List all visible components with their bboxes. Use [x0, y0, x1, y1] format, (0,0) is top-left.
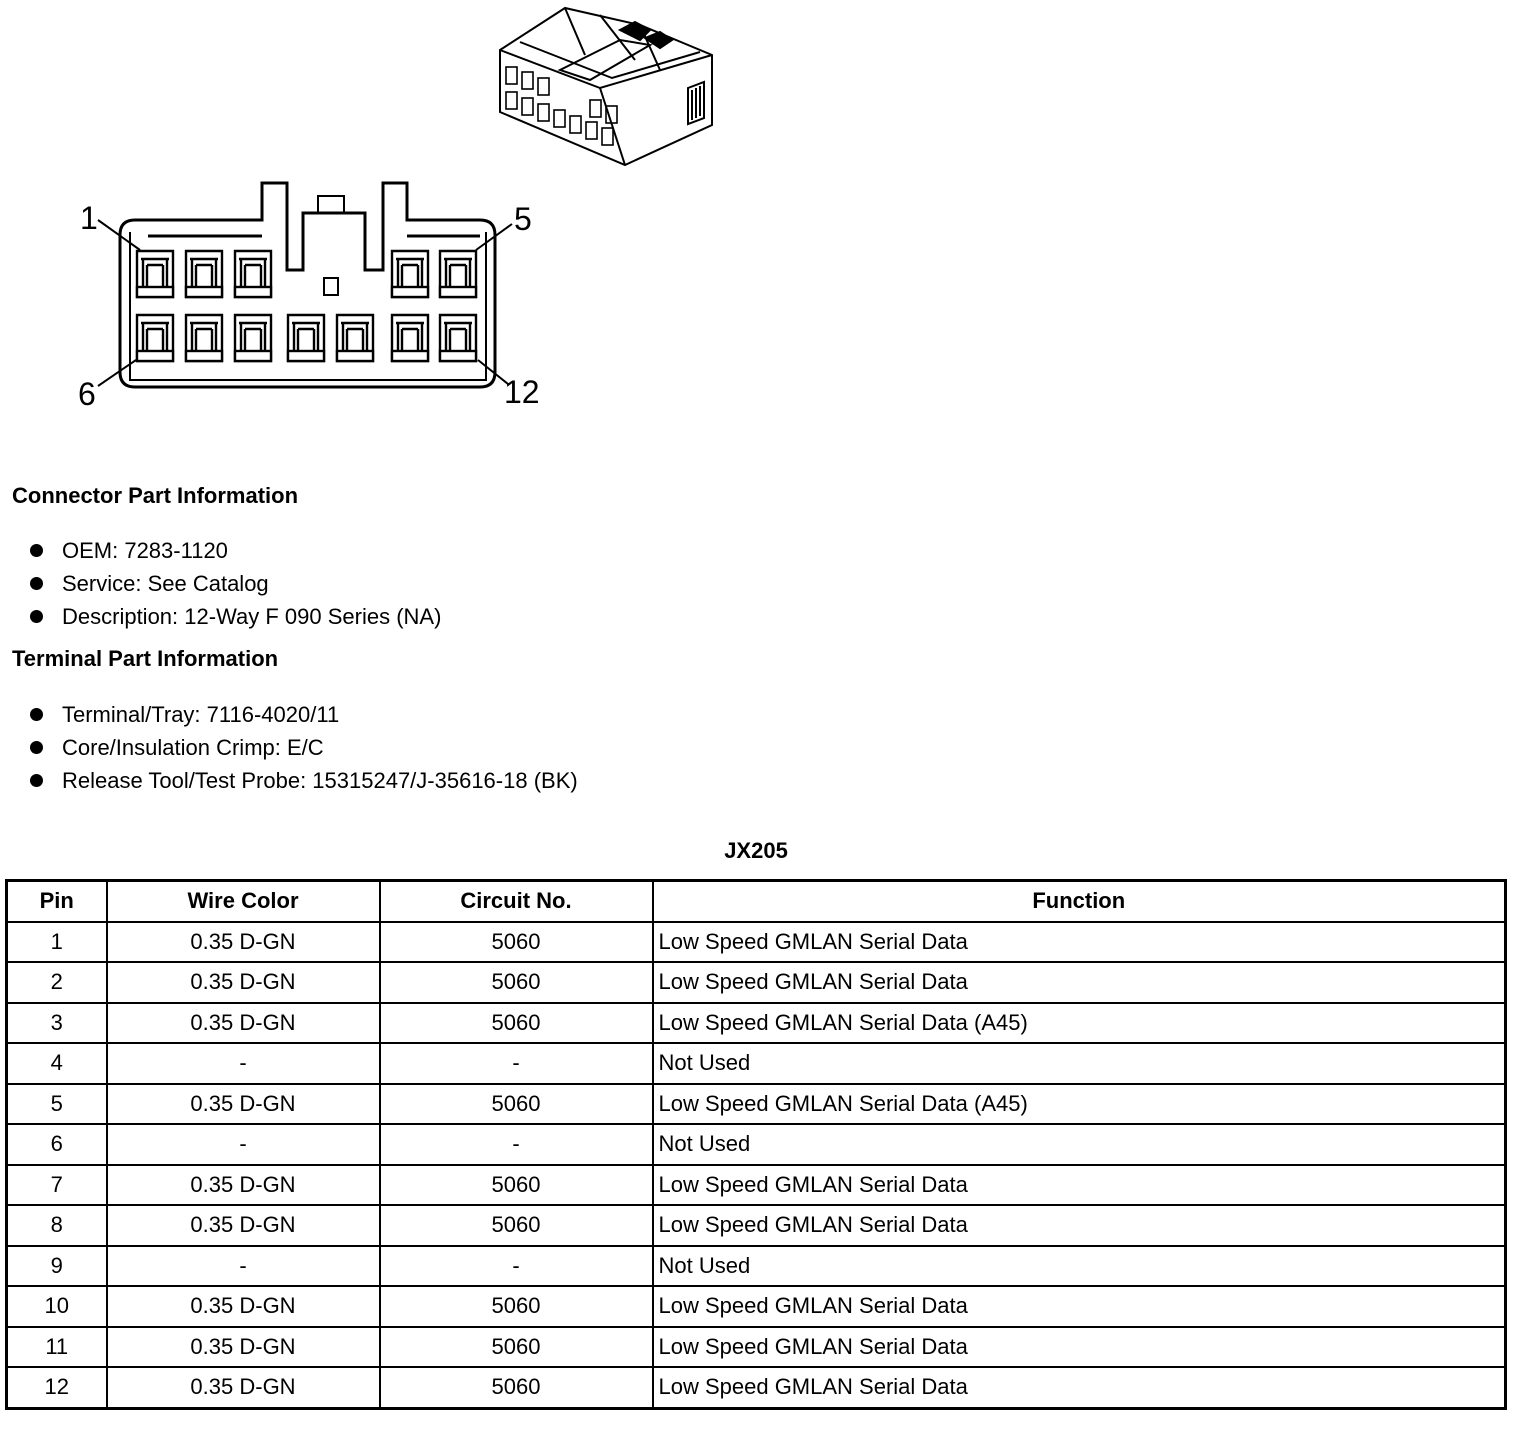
table-row	[7, 1084, 1506, 1125]
wire-color-cell: 0.35 D-GN	[107, 962, 380, 1003]
function-cell: Low Speed GMLAN Serial Data	[653, 1367, 1506, 1408]
table-body	[7, 922, 1506, 1409]
header-function: Function	[653, 881, 1506, 922]
circuit-no-cell: -	[380, 1124, 653, 1165]
table-title: JX205	[724, 838, 788, 863]
connector-info-item: Description: 12-Way F 090 Series (NA)	[28, 600, 441, 633]
header-circuit-no: Circuit No.	[380, 881, 653, 922]
connector-info-item: OEM: 7283-1120	[28, 534, 441, 567]
bullet-icon	[30, 708, 43, 721]
table-row	[7, 1043, 1506, 1084]
wire-color-cell: 0.35 D-GN	[107, 1327, 380, 1368]
function-cell: Low Speed GMLAN Serial Data	[653, 1327, 1506, 1368]
circuit-no-cell: 5060	[380, 962, 653, 1003]
connector-info-item: Service: See Catalog	[28, 567, 441, 600]
circuit-no-cell: 5060	[380, 1084, 653, 1125]
table-row	[7, 1165, 1506, 1206]
connector-face-view	[120, 183, 495, 387]
function-cell: Low Speed GMLAN Serial Data	[653, 1165, 1506, 1206]
pin-cell: 7	[7, 1165, 107, 1206]
function-cell: Low Speed GMLAN Serial Data (A45)	[653, 1084, 1506, 1125]
terminal-info-item: Core/Insulation Crimp: E/C	[28, 731, 578, 764]
table-row	[7, 1205, 1506, 1246]
wire-color-cell: 0.35 D-GN	[107, 922, 380, 963]
terminal-info-item: Terminal/Tray: 7116-4020/11	[28, 698, 578, 731]
connector-isometric-illustration	[500, 8, 712, 165]
pin-cell: 11	[7, 1327, 107, 1368]
header-wire-color: Wire Color	[107, 881, 380, 922]
pin-cell: 3	[7, 1003, 107, 1044]
bullet-icon	[30, 741, 43, 754]
pin-cell: 5	[7, 1084, 107, 1125]
pin-label-5: 5	[514, 201, 532, 237]
wire-color-cell: -	[107, 1246, 380, 1287]
bullet-icon	[30, 577, 43, 590]
header-pin: Pin	[7, 881, 107, 922]
function-cell: Low Speed GMLAN Serial Data	[653, 1205, 1506, 1246]
circuit-no-cell: 5060	[380, 1286, 653, 1327]
pin-cell: 12	[7, 1367, 107, 1408]
connector-diagram	[0, 0, 760, 440]
wire-color-cell: 0.35 D-GN	[107, 1205, 380, 1246]
pin-cell: 2	[7, 962, 107, 1003]
table-row	[7, 1003, 1506, 1044]
circuit-no-cell: -	[380, 1043, 653, 1084]
function-cell: Not Used	[653, 1043, 1506, 1084]
table-row	[7, 1327, 1506, 1368]
pin-label-6: 6	[78, 376, 96, 412]
pin-label-1: 1	[80, 200, 98, 236]
circuit-no-cell: 5060	[380, 1327, 653, 1368]
circuit-no-cell: 5060	[380, 922, 653, 963]
wire-color-cell: 0.35 D-GN	[107, 1165, 380, 1206]
connector-part-info-heading: Connector Part Information	[12, 483, 299, 508]
wire-color-cell: 0.35 D-GN	[107, 1367, 380, 1408]
pin-cell: 9	[7, 1246, 107, 1287]
circuit-no-cell: -	[380, 1246, 653, 1287]
wire-color-cell: 0.35 D-GN	[107, 1084, 380, 1125]
bullet-icon	[30, 544, 43, 557]
function-cell: Low Speed GMLAN Serial Data	[653, 922, 1506, 963]
terminal-part-info-heading: Terminal Part Information	[12, 646, 279, 671]
function-cell: Low Speed GMLAN Serial Data (A45)	[653, 1003, 1506, 1044]
wire-color-cell: 0.35 D-GN	[107, 1286, 380, 1327]
function-cell: Low Speed GMLAN Serial Data	[653, 1286, 1506, 1327]
wire-color-cell: -	[107, 1043, 380, 1084]
circuit-no-cell: 5060	[380, 1205, 653, 1246]
terminal-info-item: Release Tool/Test Probe: 15315247/J-35616-18 (BK)	[28, 764, 578, 797]
table-row	[7, 1367, 1506, 1408]
table-row	[7, 1286, 1506, 1327]
table-row	[7, 1124, 1506, 1165]
connector-part-info-list	[28, 534, 441, 633]
table-row	[7, 1246, 1506, 1287]
table-header-row	[7, 881, 1506, 922]
wire-color-cell: -	[107, 1124, 380, 1165]
function-cell: Not Used	[653, 1246, 1506, 1287]
wire-color-cell: 0.35 D-GN	[107, 1003, 380, 1044]
pin-cell: 4	[7, 1043, 107, 1084]
circuit-no-cell: 5060	[380, 1165, 653, 1206]
pin-cell: 10	[7, 1286, 107, 1327]
bullet-icon	[30, 774, 43, 787]
pin-cell: 8	[7, 1205, 107, 1246]
function-cell: Low Speed GMLAN Serial Data	[653, 962, 1506, 1003]
pinout-table	[5, 879, 1507, 1410]
circuit-no-cell: 5060	[380, 1367, 653, 1408]
table-row	[7, 962, 1506, 1003]
table-row	[7, 922, 1506, 963]
pin-cell: 6	[7, 1124, 107, 1165]
terminal-part-info-list	[28, 698, 578, 797]
function-cell: Not Used	[653, 1124, 1506, 1165]
pin-label-12: 12	[504, 374, 540, 410]
pin-cell: 1	[7, 922, 107, 963]
circuit-no-cell: 5060	[380, 1003, 653, 1044]
bullet-icon	[30, 610, 43, 623]
